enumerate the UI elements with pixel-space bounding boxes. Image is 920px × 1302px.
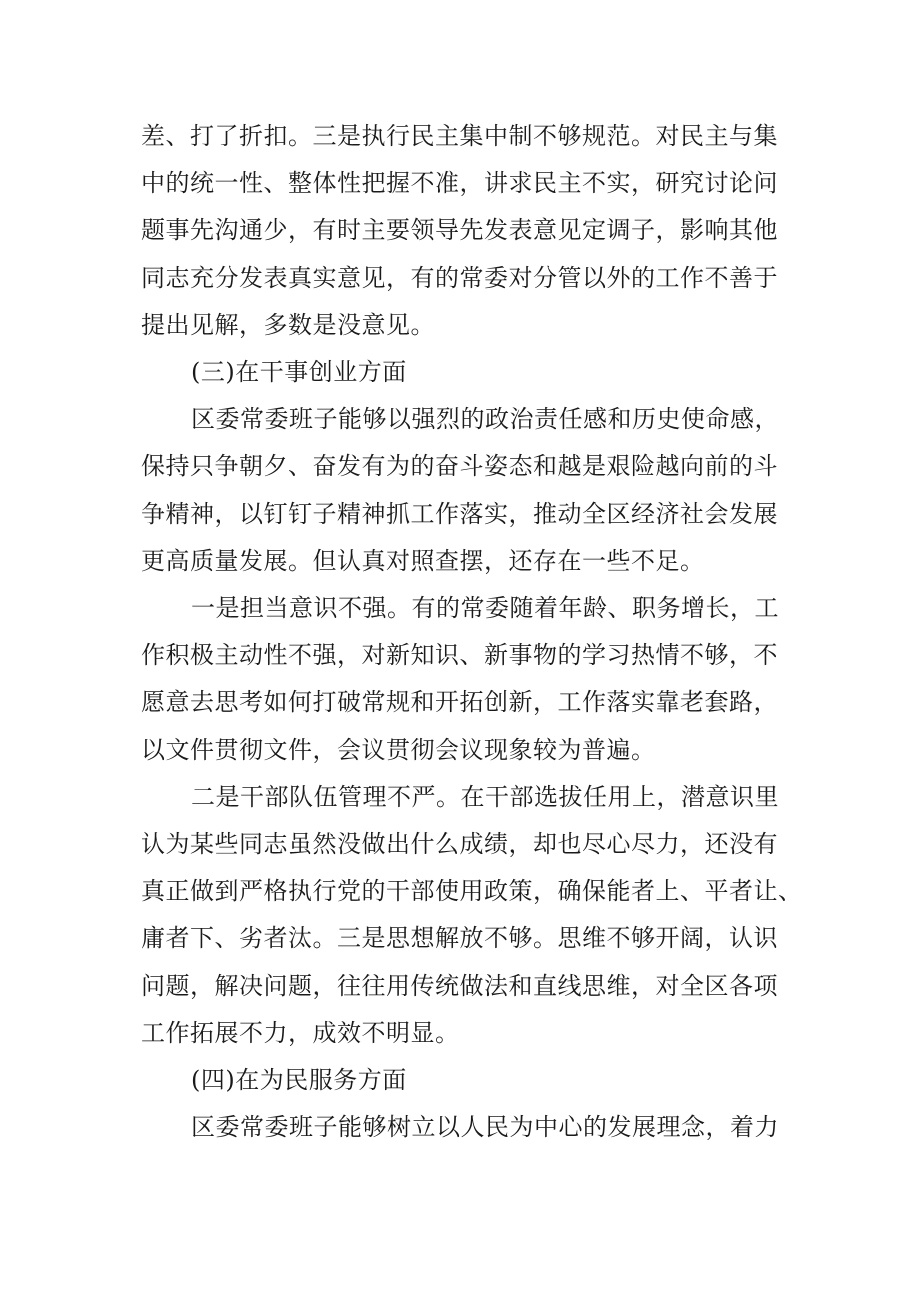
paragraph-continuation [141,113,796,349]
text-line: 区委常委班子能够以强烈的政治责任感和历史使命感， [191,405,779,434]
text-line: 真正做到严格执行党的干部使用政策，确保能者上、平者让、 [141,877,803,906]
text-line: 同志充分发表真实意见，有的常委对分管以外的工作不善于 [141,263,778,292]
paragraph-3-point1 [141,585,796,774]
text-line: 问题，解决问题，往往用传统做法和直线思维，对全区各项 [141,971,778,1000]
paragraph-3-point2 [141,774,803,1057]
heading-text: (四)在为民服务方面 [191,1066,407,1095]
text-line: 更高质量发展。但认真对照查摆，还存在一些不足。 [141,546,705,575]
document-body [141,113,803,1151]
text-line: 以文件贯彻文件，会议贯彻会议现象较为普遍。 [141,735,656,764]
text-line: 一是担当意识不强。有的常委随着年龄、职务增长，工 [191,594,779,623]
section-heading-3 [141,349,796,396]
text-line: 作积极主动性不强，对新知识、新事物的学习热情不够，不 [141,641,778,670]
text-line: 保持只争朝夕、奋发有为的奋斗姿态和越是艰险越向前的斗 [141,452,778,481]
text-line: 二是干部队伍管理不严。在干部选拔任用上，潜意识里 [191,782,779,811]
text-line: 认为某些同志虽然没做出什么成绩，却也尽心尽力，还没有 [141,830,778,859]
text-line: 差、打了折扣。三是执行民主集中制不够规范。对民主与集 [141,122,778,150]
text-line: 提出见解，多数是没意见。 [141,310,435,339]
paragraph-4-intro [141,1104,796,1151]
text-line: 愿意去思考如何打破常规和开拓创新，工作落实靠老套路， [141,688,778,717]
text-line: 工作拓展不力，成效不明显。 [141,1018,460,1047]
text-line: 庸者下、劣者汰。三是思想解放不够。思维不够开阔，认识 [141,924,778,953]
section-heading-4 [141,1057,796,1104]
text-line: 中的统一性、整体性把握不准，讲求民主不实，研究讨论问 [141,169,778,198]
paragraph-3-intro [141,396,796,585]
text-line: 争精神，以钉钉子精神抓工作落实，推动全区经济社会发展 [141,499,778,528]
heading-text: (三)在干事创业方面 [191,358,407,387]
text-line: 区委常委班子能够树立以人民为中心的发展理念，着力 [191,1113,779,1142]
text-line: 题事先沟通少，有时主要领导先发表意见定调子，影响其他 [141,216,778,245]
